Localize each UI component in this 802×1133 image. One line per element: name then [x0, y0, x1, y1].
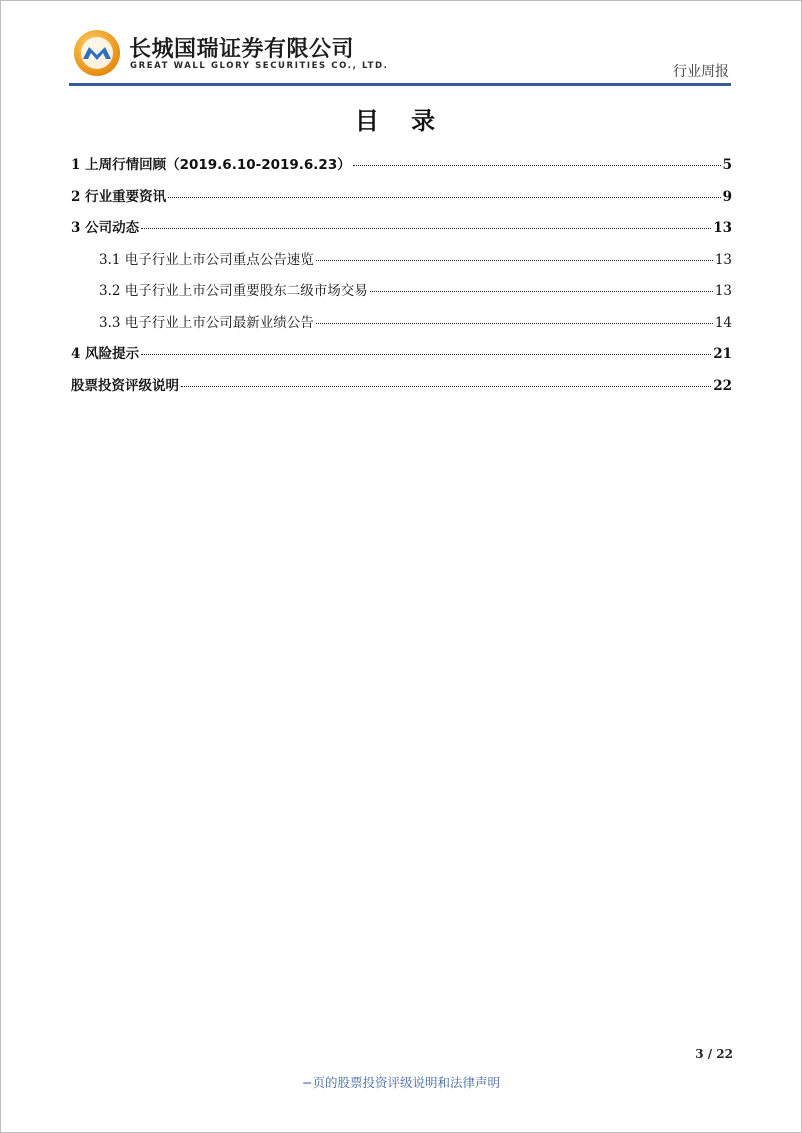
- toc-entry-page: 13: [714, 283, 732, 299]
- toc-dot-leader: [353, 165, 721, 166]
- toc-entry-number: 3.1: [99, 251, 125, 268]
- toc-entry-label: 公司动态: [85, 220, 140, 236]
- toc-entry[interactable]: [71, 342, 732, 364]
- toc-dot-leader: [141, 354, 711, 355]
- toc-entry-label: 上周行情回顾（2019.6.10-2019.6.23）: [85, 157, 351, 173]
- toc-entry-page: 14: [714, 314, 732, 331]
- toc-title: 目 录: [354, 107, 448, 135]
- company-name-en: GREAT WALL GLORY SECURITIES CO., LTD.: [130, 61, 389, 71]
- toc-dot-leader: [370, 291, 713, 292]
- toc-entry-number: 4: [71, 346, 86, 362]
- company-name-cn: 长城国瑞证券有限公司: [129, 37, 355, 62]
- page-indicator: 3 / 22: [695, 1047, 733, 1061]
- toc-entry-number: 2: [71, 188, 86, 205]
- toc-entry[interactable]: [99, 248, 732, 270]
- toc-entry-number: 3.2: [99, 283, 125, 299]
- toc-entry-page: 13: [713, 220, 732, 236]
- company-logo-icon: [73, 29, 121, 77]
- toc-dot-leader: [181, 386, 711, 387]
- toc-dot-leader: [141, 228, 711, 229]
- toc-entry-number: 3: [71, 220, 86, 236]
- toc-entry-label: 股票投资评级说明: [71, 377, 179, 394]
- toc-entry[interactable]: [71, 374, 732, 396]
- toc-entry-number: 1: [71, 157, 86, 173]
- toc-entry[interactable]: [99, 279, 732, 301]
- toc-entry-label: 行业重要资讯: [85, 188, 167, 205]
- toc-entry-page: 5: [722, 157, 732, 173]
- toc-dot-leader: [168, 197, 721, 198]
- toc-entry[interactable]: [71, 185, 732, 207]
- toc-entry-number: 3.3: [99, 314, 125, 331]
- toc-entry-page: 13: [714, 251, 732, 268]
- toc-entry-page: 22: [713, 377, 732, 394]
- toc-entry[interactable]: [99, 311, 732, 333]
- toc-dot-leader: [316, 260, 713, 261]
- toc-entry[interactable]: [71, 153, 732, 175]
- toc-entry-label: 电子行业上市公司重要股东二级市场交易: [124, 283, 368, 299]
- toc-entry-page: 21: [713, 346, 732, 362]
- toc-entry-label: 电子行业上市公司最新业绩公告: [124, 314, 314, 331]
- toc-entry-page: 9: [722, 188, 732, 205]
- toc-entry-label: 电子行业上市公司重点公告速览: [124, 251, 314, 268]
- toc-dot-leader: [316, 323, 713, 324]
- footer-disclaimer-note: −页的股票投资评级说明和法律声明: [302, 1075, 500, 1090]
- toc-entry[interactable]: [71, 216, 732, 238]
- toc-entry-label: 风险提示: [85, 346, 140, 362]
- header-divider: [69, 83, 731, 86]
- report-type: 行业周报: [673, 64, 729, 80]
